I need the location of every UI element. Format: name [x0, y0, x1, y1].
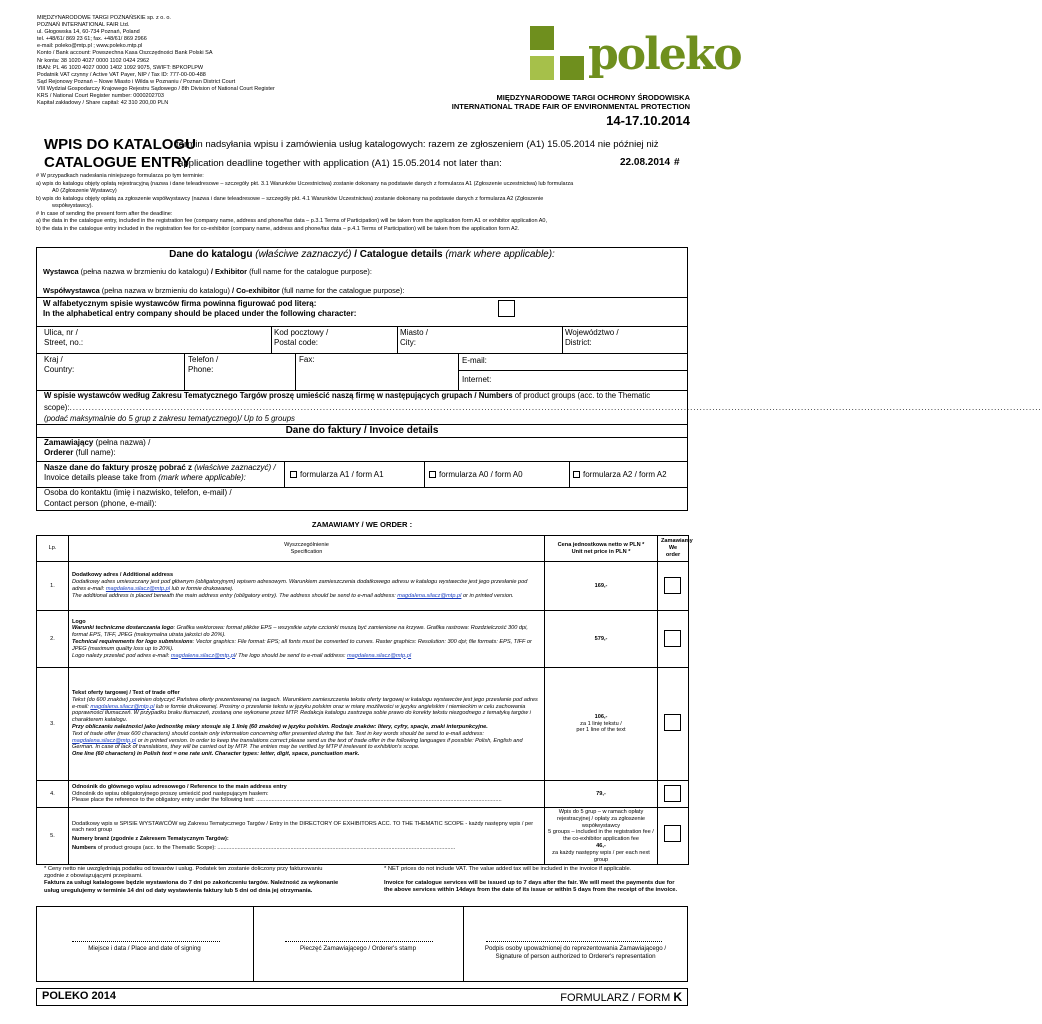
price-cell: 106,- za 1 linię tekstu / per 1 line of the text: [545, 668, 658, 781]
footer-left: POLEKO 2014: [42, 990, 116, 1002]
logo-square-icon: [530, 56, 554, 80]
signature-line[interactable]: [486, 941, 662, 942]
divider: [36, 297, 688, 298]
invoice-source-label: Nasze dane do faktury proszę pobrać z (właściwe zaznaczyć) / Invoice details please take from (mark where applicable):: [44, 463, 276, 482]
note-line: a) the data in the catalogue entry, included in the registration fee (company name, address and phone/fax data – p.3.1 Terms of Participation) will be taken from the application form A1 or exhibitor application A0,: [36, 218, 547, 224]
company-line: VIII Wydział Gospodarczy Krajowego Rejestru Sądowego / 8th Division of National Court Register: [37, 85, 275, 92]
groups-scope[interactable]: scope):...................................................................................................................................................................................................................................................................................................................: [44, 403, 1042, 412]
price-cell: 79,-: [545, 781, 658, 808]
divider: [284, 461, 285, 487]
invoice-heading: Dane do faktury / Invoice details: [285, 425, 439, 436]
divider: [424, 461, 425, 487]
divider: [458, 370, 688, 371]
fair-dates: 14-17.10.2014: [606, 113, 690, 128]
divider: [36, 353, 688, 354]
company-line: IBAN: PL 46 1020 4027 0000 1402 1092 9075, SWIFT: BPKOPLPW: [37, 64, 204, 71]
fair-name-pl: MIĘDZYNARODOWE TARGI OCHRONY ŚRODOWISKA: [496, 93, 690, 102]
company-line: e-mail: poleko@mtp.pl ; www.poleko.mtp.pl: [37, 43, 143, 50]
footnote-right: * NET prices do not include VAT. The value added tax will be included in the invoice if applicable. Invoice for catalogue services will be issued up to 7 days after the fair. We will meet the payments due for the above services within 14days from the date of its issue or within 5 days from the receipt of the invoice.: [384, 866, 678, 894]
company-line: Sąd Rejonowy Poznań – Nowe Miasto i Wilda w Poznaniu / Poznan District Court: [37, 78, 236, 85]
order-table: [36, 535, 693, 865]
divider: [253, 906, 254, 982]
price-cell: 579,-: [545, 611, 658, 668]
form-a0-option[interactable]: formularza A0 / form A0: [429, 470, 523, 479]
divider: [271, 326, 272, 353]
divider: [295, 353, 296, 390]
groups-hint: (podać maksymalnie do 5 grup z zakresu tematycznego)/ Up to 5 groups: [44, 414, 295, 423]
divider: [562, 326, 563, 353]
email-field[interactable]: E-mail:: [462, 356, 487, 365]
logo-square-icon: [530, 26, 554, 50]
company-line: POZNAŃ INTERNATIONAL FAIR Ltd.: [37, 22, 130, 29]
deadline-en: application deadline together with application (A1) 15.05.2014 not later than:: [178, 158, 502, 169]
company-line: Podatnik VAT czynny / Active VAT Payer, NIP / Tax ID: 777-00-00-488: [37, 71, 206, 78]
footer-right: FORMULARZ / FORM K: [560, 990, 682, 1004]
checkbox-icon: [573, 471, 580, 478]
table-header-row: [37, 536, 689, 562]
contact-person-field[interactable]: Osoba do kontaktu (imię i nazwisko, telefon, e-mail) / Contact person (phone, e-mail):: [44, 488, 232, 508]
postal-code-field[interactable]: Kod pocztowy / Postal code:: [274, 328, 329, 347]
catalogue-heading: Dane do katalogu (właściwe zaznaczyć) / Catalogue details (mark where applicable):: [169, 249, 555, 260]
note-line: b) the data in the catalogue entry included in the registration fee for co-exhibitor (company name, address and phone/fax data – p.4.1 Terms of Participation) will be taken from the application form A2.: [36, 225, 520, 232]
deadline-date: 22.08.2014: [620, 157, 671, 168]
divider: [36, 461, 688, 462]
spec-cell: Dodatkowy adres / Additional address Dodatkowy adres umieszczany jest pod głównym (obligatoryjnym) wpisem adresowym. Warunkiem zamieszczenia dodatkowego adresu w katalogu wystawców jest jego przesłanie pod adres e-mail: magdalena.silacz@mtp.pl lub w formie drukowanej. The additional address is placed beneath the main address entry (obligatory entry). The address should be send to e-mail address: magdalena.silacz@mtp.pl or in printed version.: [69, 562, 545, 611]
street-field[interactable]: Ulica, nr / Street, no.:: [44, 328, 84, 347]
signature-line[interactable]: [285, 941, 433, 942]
company-line: Konto / Bank account: Powszechna Kasa Oszczędności Bank Polski SA: [37, 50, 213, 57]
alpha-character-box[interactable]: [498, 300, 515, 317]
note-line: współwystawcy).: [52, 203, 93, 209]
divider: [458, 353, 459, 390]
fax-field[interactable]: Fax:: [299, 355, 315, 364]
note-line: A0 (Zgłoszenie Wystawcy): [52, 188, 117, 194]
spec-cell: Odnośnik do głównego wpisu adresowego / Reference to the main address entry Odnośnik do wpisu obligatoryjnego proszę umieścić pod następującym hasłem: Please place the reference to the obligatory entry under the following text: ..............................................................................................................................................................: [69, 781, 545, 808]
note-line: # W przypadkach nadesłania niniejszego formularza po tym terminie:: [36, 173, 204, 179]
table-row: 5. Dodatkowy wpis w SPISIE WYSTAWCÓW wg Zakresu Tematycznego Targów / Entry in the DIRECTORY OF EXHIBITORS ACC. TO THE THEMATIC SCOPE - każdy następny wpis / per each next group Numery branż (zgodnie z Zakresem Tematycznym Targów): Numbers of product groups (acc. to the Thematic Scope): ......................................................................................................................................................... Wpis do 5 grup – w ramach opłaty rejestracyjnej / opłaty za zgłoszenie współwystawcy 5 groups – included in the registration fee / the co-exhibitor application fee 46,- za każdy następny wpis / per each next group: [37, 808, 689, 865]
logo-wordmark: poleko: [588, 29, 741, 80]
table-row: 3. Tekst oferty targowej / Text of trade offer Tekst (do 600 znaków) powinien dotyczyć Państwa oferty prezentowanej na targach. Warunkiem zamieszczenia tekstu oferty targowej w katalogu wystawców jest jego przesłanie pod adres e-mail: magdalena.silacz@mtp.pl lub w formie drukowanej. Prosimy o przesłanie tekstu w języku polskim oraz w miarę możliwości w języku angielskim i niemieckim w celu zachowania poprawności tłumaczeń. W przypadku braku tłumaczeń, zostaną one wykonane przez MTP. Redakcja katalogu zastrzega sobie prawo do korekty tekstu niezgodnego z tematyką targów i charakterem katalogu. Przy obliczaniu należności jako jednostkę miary stosuje się 1 linię (60 znaków) w języku polskim. Rodzaje znaków: litery, cyfry, spacje, znaki interpunkcyjne. Text of trade offer (max 600 characters) should contain only information concerning offer presented during the fair. Text in key words should be send to e-mail address: magdalena.silacz@mtp.pl or in printed version. In order to keep the translations correct please send us the text of trade offer in the following languages if possible: Polish, English and German. In case of lack of translations, they will be carried out by MTP. The entries may be verified by MTP if irrelevant to exhibition's scope. One line (60 characters) in Polish text = one rate unit. Character types: letter, digit, space, punctuation mark. 106,- za 1 linię tekstu / per 1 line of the text: [37, 668, 689, 781]
checkbox-icon: [429, 471, 436, 478]
phone-field[interactable]: Telefon / Phone:: [188, 355, 219, 374]
col-order: Zamawiamy We order: [658, 536, 689, 562]
deadline-notes: [36, 173, 696, 233]
company-line: MIĘDZYNARODOWE TARGI POZNAŃSKIE sp. z o. o.: [37, 15, 171, 21]
order-checkbox[interactable]: [664, 825, 681, 842]
company-line: ul. Głogowska 14, 60-734 Poznań, Poland: [37, 29, 140, 36]
spec-cell: Dodatkowy wpis w SPISIE WYSTAWCÓW wg Zakresu Tematycznego Targów / Entry in the DIRECTORY OF EXHIBITORS ACC. TO THE THEMATIC SCOPE - każdy następny wpis / per each next group Numery branż (zgodnie z Zakresem Tematycznym Targów): Numbers of product groups (acc. to the Thematic Scope): .........................................................................................................................................................: [69, 808, 545, 865]
spec-cell: Tekst oferty targowej / Text of trade offer Tekst (do 600 znaków) powinien dotyczyć Państwa oferty prezentowanej na targach. Warunkiem zamieszczenia tekstu oferty targowej w katalogu wystawców jest jego przesłanie pod adres e-mail: magdalena.silacz@mtp.pl lub w formie drukowanej. Prosimy o przesłanie tekstu w języku polskim oraz w miarę możliwości w języku angielskim i niemieckim w celu zachowania poprawności tłumaczeń. W przypadku braku tłumaczeń, zostaną one wykonane przez MTP. Redakcja katalogu zastrzega sobie prawo do korekty tekstu niezgodnego z tematyką targów i charakterem katalogu. Przy obliczaniu należności jako jednostkę miary stosuje się 1 linię (60 znaków) w języku polskim. Rodzaje znaków: litery, cyfry, spacje, znaki interpunkcyjne. Text of trade offer (max 600 characters) should contain only information concerning offer presented during the fair. Text in key words should be send to e-mail address: magdalena.silacz@mtp.pl or in printed version. In order to keep the translations correct please send us the text of trade offer in the following languages if possible: Polish, English and German. In case of lack of translations, they will be carried out by MTP. The entries may be verified by MTP if irrelevant to exhibition's scope. One line (60 characters) in Polish text = one rate unit. Character types: letter, digit, space, punctuation mark.: [69, 668, 545, 781]
order-checkbox[interactable]: [664, 785, 681, 802]
order-checkbox-cell[interactable]: [658, 611, 689, 668]
price-cell: 169,-: [545, 562, 658, 611]
stamp-label: Pieczęć Zamawiającego / Orderer's stamp: [299, 945, 417, 952]
signature-line[interactable]: [72, 941, 220, 942]
company-line: KRS / National Court Register number: 0000202703: [37, 93, 164, 100]
internet-field[interactable]: Internet:: [462, 375, 492, 384]
groups-line: W spisie wystawców według Zakresu Tematycznego Targów proszę umieścić naszą firmę w następujących grupach / Numbers of product groups (acc. to the Thematic: [44, 391, 651, 400]
spec-cell: Logo Warunki techniczne dostarczania logo: Grafika wektorowa: format plików EPS – wszystkie użyte czcionki muszą być zamienione na krzywe. Grafika rastrowa: Rozdzielczość 300 dpi, format EPS, TIFF, JPEG (maksymalna utrata jakości do 20%). Technical requirements for logo submissions: Vector graphics: File format: EPS; all fonts must be converted to curves. Raster graphics: Resolution: 300 dpi; file formats: EPS, TIFF or JPEG (maximum quality loss up to 20%). Logo należy przesłać pod adres e-mail: magdalena.silacz@mtp.pl/ The logo should be send to e-mail address: magdalena.silacz@mtp.pl: [69, 611, 545, 668]
order-checkbox-cell[interactable]: [658, 562, 689, 611]
district-field[interactable]: Województwo / District:: [565, 328, 619, 347]
deadline-pl: termin nadsyłania wpisu i zamówienia usług katalogowych: razem ze zgłoszeniem (A1) 15.05.2014 nie później niż: [176, 139, 659, 150]
divider: [36, 326, 688, 327]
logo-square-icon: [560, 56, 584, 80]
form-a2-option[interactable]: formularza A2 / form A2: [573, 470, 667, 479]
order-checkbox-cell[interactable]: [658, 781, 689, 808]
footnote-left: * Ceny netto nie uwzględniają podatku od towarów i usług. Podatek ten zostanie doliczony przy fakturowaniu zgodnie z obowiązującymi przepisami. Faktura za usługi katalogowe będzie wystawiona do 7 dni po zakończeniu targów. Należność za wykonanie usług uregulujemy w terminie 14 dni od daty wystawienia faktury lub 5 dni od dnia jej otrzymania.: [44, 866, 339, 894]
checkbox-icon: [290, 471, 297, 478]
company-line: tel. +48/61/ 869 23 61; fax. +48/61/ 869 2966: [37, 36, 147, 43]
company-line: Nr konta: 38 1020 4027 0000 1102 0424 2962: [37, 57, 150, 64]
company-line: Kapitał zakładowy / Share capital: 42 310 200,00 PLN: [37, 100, 169, 107]
divider: [463, 906, 464, 982]
divider: [397, 326, 398, 353]
signature-label: Podpis osoby upoważnionej do reprezentowania Zamawiającego / Signature of person authorized to Orderer's representation: [484, 945, 667, 960]
deadline-hash: #: [674, 157, 680, 168]
title-pl: WPIS DO KATALOGU: [44, 136, 196, 153]
alpha-label-en: In the alphabetical entry company should be placed under the following character:: [43, 309, 357, 318]
order-checkbox[interactable]: [664, 714, 681, 731]
order-heading: ZAMAWIAMY / WE ORDER :: [311, 520, 413, 529]
order-checkbox-cell[interactable]: [658, 808, 689, 865]
poleko-logo: [530, 26, 741, 88]
table-row: 4. Odnośnik do głównego wpisu adresowego / Reference to the main address entry Odnośnik do wpisu obligatoryjnego proszę umieścić pod następującym hasłem: Please place the reference to the obligatory entry under the following text: .............................................................................................................................................................. 79,-: [37, 781, 689, 808]
form-a1-option[interactable]: formularza A1 / form A1: [290, 470, 384, 479]
order-checkbox[interactable]: [664, 577, 681, 594]
orderer-field[interactable]: Zamawiający (pełna nazwa) / Orderer (full name):: [44, 438, 151, 457]
divider: [569, 461, 570, 487]
country-field[interactable]: Kraj / Country:: [44, 355, 75, 374]
fair-name-en: INTERNATIONAL TRADE FAIR OF ENVIRONMENTAL PROTECTION: [451, 102, 690, 111]
alpha-label-pl: W alfabetycznym spisie wystawców firma powinna figurować pod literą:: [43, 299, 317, 308]
order-checkbox-cell[interactable]: [658, 668, 689, 781]
place-date-label: Miejsce i data / Place and date of signing: [88, 945, 201, 952]
coexhibitor-field[interactable]: Współwystawca (pełna nazwa w brzmieniu do katalogu) / Co-exhibitor (full name for the catalogue purpose):: [43, 286, 405, 295]
col-spec: Wyszczególnienie Specification: [69, 536, 545, 562]
title-en: CATALOGUE ENTRY: [44, 154, 192, 171]
order-checkbox[interactable]: [664, 630, 681, 647]
exhibitor-field[interactable]: Wystawca (pełna nazwa w brzmieniu do katalogu) / Exhibitor (full name for the catalogue purpose):: [43, 267, 372, 276]
note-line: a) wpis do katalogu objęty opłatą rejestracyjną (nazwa i dane teleadresowe – szczegóły pkt. 3.1 Warunków Uczestnictwa) zostanie dokonany na podstawie danych z formularza A1 (Zgłoszenie uczestnictwa) lub formularza: [36, 180, 574, 187]
city-field[interactable]: Miasto / City:: [400, 328, 429, 347]
note-line: # In case of sending the present form after the deadline:: [36, 210, 173, 217]
col-price: Cena jednostkowa netto w PLN * Unit net price in PLN *: [545, 536, 658, 562]
divider: [184, 353, 185, 390]
col-no: Lp.: [37, 536, 69, 562]
signature-section: [36, 906, 688, 982]
price-cell: Wpis do 5 grup – w ramach opłaty rejestracyjnej / opłaty za zgłoszenie współwystawcy 5 groups – included in the registration fee / the co-exhibitor application fee 46,- za każdy następny wpis / per each next group: [545, 808, 658, 865]
table-row: 1. Dodatkowy adres / Additional address Dodatkowy adres umieszczany jest pod głównym (obligatoryjnym) wpisem adresowym. Warunkiem zamieszczenia dodatkowego adresu w katalogu wystawców jest jego przesłanie pod adres e-mail: magdalena.silacz@mtp.pl lub w formie drukowanej. The additional address is placed beneath the main address entry (obligatory entry). The address should be send to e-mail address: magdalena.silacz@mtp.pl or in printed version. 169,-: [37, 562, 689, 611]
table-row: 2. Logo Warunki techniczne dostarczania logo: Grafika wektorowa: format plików EPS – wszystkie użyte czcionki muszą być zamienione na krzywe. Grafika rastrowa: Rozdzielczość 300 dpi, format EPS, TIFF, JPEG (maksymalna utrata jakości do 20%). Technical requirements for logo submissions: Vector graphics: File format: EPS; all fonts must be converted to curves. Raster graphics: Resolution: 300 dpi; file formats: EPS, TIFF or JPEG (maximum quality loss up to 20%). Logo należy przesłać pod adres e-mail: magdalena.silacz@mtp.pl/ The logo should be send to e-mail address: magdalena.silacz@mtp.pl 579,-: [37, 611, 689, 668]
company-info: [37, 15, 337, 107]
note-line: b) wpis do katalogu objęty opłatą za zgłoszenie współwystawcy (nazwa i dane teleadresowe – szczegóły pkt. 4.1 Warunków Uczestnictwa) zostanie dokonany na podstawie danych z formularza A2 (Zgłoszenie: [36, 195, 544, 202]
